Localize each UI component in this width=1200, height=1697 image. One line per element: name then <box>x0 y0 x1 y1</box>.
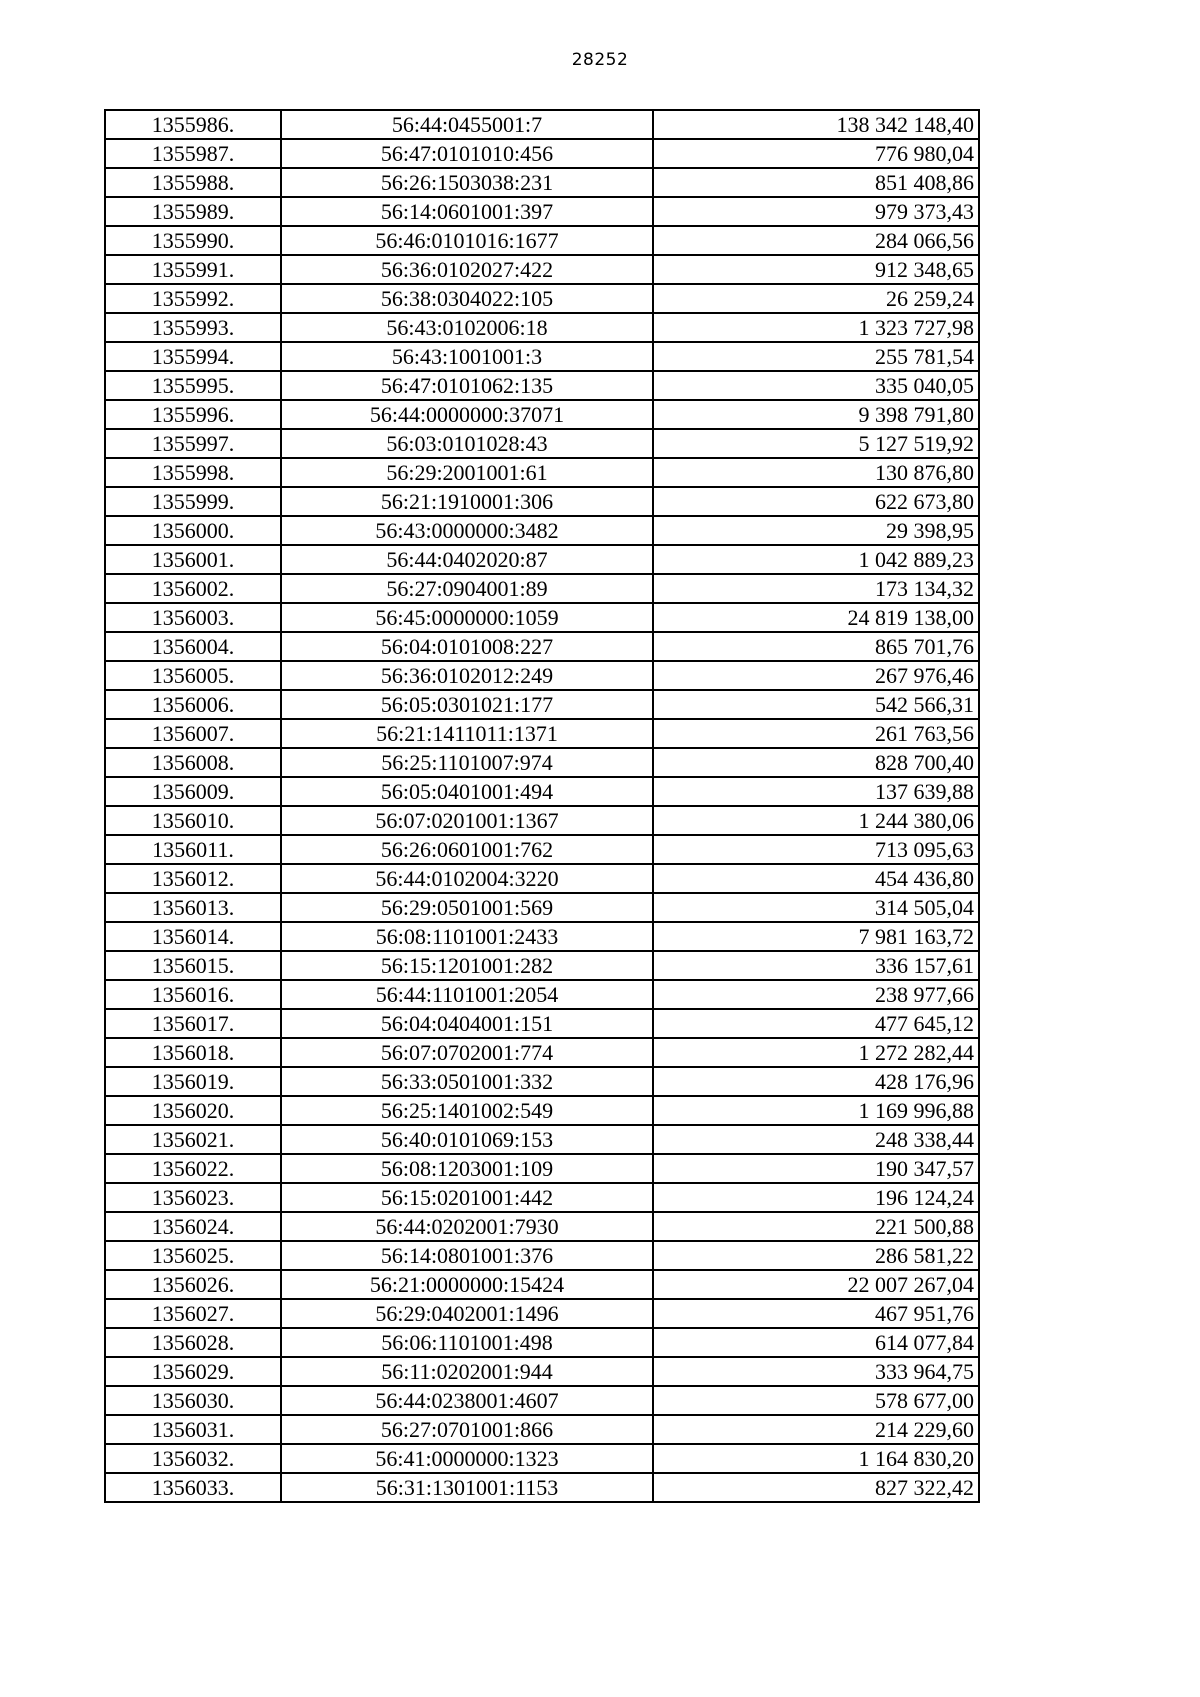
cadastral-value-cell: 286 581,22 <box>653 1241 979 1270</box>
cadastral-value-cell: 26 259,24 <box>653 284 979 313</box>
cadastral-number-cell: 56:29:0501001:569 <box>281 893 653 922</box>
cadastral-number-cell: 56:08:1203001:109 <box>281 1154 653 1183</box>
table-row <box>105 1415 979 1444</box>
cadastral-number-cell: 56:47:0101010:456 <box>281 139 653 168</box>
cadastral-value-cell: 614 077,84 <box>653 1328 979 1357</box>
cadastral-value-cell: 827 322,42 <box>653 1473 979 1502</box>
table-row <box>105 1154 979 1183</box>
cadastral-number-cell: 56:15:0201001:442 <box>281 1183 653 1212</box>
cadastral-value-cell: 1 244 380,06 <box>653 806 979 835</box>
table-body <box>105 110 979 1502</box>
cadastral-value-cell: 173 134,32 <box>653 574 979 603</box>
cadastral-number-cell: 56:26:1503038:231 <box>281 168 653 197</box>
cadastral-number-cell: 56:14:0601001:397 <box>281 197 653 226</box>
cadastral-number-cell: 56:14:0801001:376 <box>281 1241 653 1270</box>
row-number-cell: 1355988. <box>105 168 281 197</box>
table-row <box>105 487 979 516</box>
cadastral-value-cell: 1 272 282,44 <box>653 1038 979 1067</box>
row-number-cell: 1356023. <box>105 1183 281 1212</box>
cadastral-value-cell: 335 040,05 <box>653 371 979 400</box>
table-row <box>105 951 979 980</box>
row-number-cell: 1356024. <box>105 1212 281 1241</box>
cadastral-value-cell: 467 951,76 <box>653 1299 979 1328</box>
cadastral-value-cell: 221 500,88 <box>653 1212 979 1241</box>
cadastral-value-cell: 5 127 519,92 <box>653 429 979 458</box>
row-number-cell: 1356008. <box>105 748 281 777</box>
table-row <box>105 1444 979 1473</box>
table-row <box>105 545 979 574</box>
cadastral-value-cell: 214 229,60 <box>653 1415 979 1444</box>
table-row <box>105 864 979 893</box>
cadastral-number-cell: 56:31:1301001:1153 <box>281 1473 653 1502</box>
cadastral-value-cell: 7 981 163,72 <box>653 922 979 951</box>
table-row <box>105 574 979 603</box>
cadastral-value-cell: 776 980,04 <box>653 139 979 168</box>
cadastral-number-cell: 56:44:1101001:2054 <box>281 980 653 1009</box>
cadastral-value-cell: 196 124,24 <box>653 1183 979 1212</box>
table-row <box>105 1183 979 1212</box>
cadastral-number-cell: 56:06:1101001:498 <box>281 1328 653 1357</box>
cadastral-number-cell: 56:45:0000000:1059 <box>281 603 653 632</box>
table-row <box>105 516 979 545</box>
row-number-cell: 1356032. <box>105 1444 281 1473</box>
row-number-cell: 1355999. <box>105 487 281 516</box>
cadastral-number-cell: 56:26:0601001:762 <box>281 835 653 864</box>
row-number-cell: 1356021. <box>105 1125 281 1154</box>
row-number-cell: 1356017. <box>105 1009 281 1038</box>
table-row <box>105 806 979 835</box>
row-number-cell: 1355989. <box>105 197 281 226</box>
cadastral-number-cell: 56:07:0201001:1367 <box>281 806 653 835</box>
cadastral-number-cell: 56:33:0501001:332 <box>281 1067 653 1096</box>
cadastral-value-cell: 912 348,65 <box>653 255 979 284</box>
table-row <box>105 255 979 284</box>
cadastral-value-cell: 454 436,80 <box>653 864 979 893</box>
cadastral-number-cell: 56:44:0000000:37071 <box>281 400 653 429</box>
row-number-cell: 1356025. <box>105 1241 281 1270</box>
cadastral-value-cell: 137 639,88 <box>653 777 979 806</box>
cadastral-value-cell: 578 677,00 <box>653 1386 979 1415</box>
cadastral-value-cell: 336 157,61 <box>653 951 979 980</box>
row-number-cell: 1355994. <box>105 342 281 371</box>
table-row <box>105 980 979 1009</box>
cadastral-value-cell: 851 408,86 <box>653 168 979 197</box>
cadastral-number-cell: 56:47:0101062:135 <box>281 371 653 400</box>
row-number-cell: 1356000. <box>105 516 281 545</box>
cadastral-number-cell: 56:38:0304022:105 <box>281 284 653 313</box>
cadastral-value-table <box>104 109 980 1503</box>
row-number-cell: 1356031. <box>105 1415 281 1444</box>
table-row <box>105 777 979 806</box>
table-row <box>105 226 979 255</box>
row-number-cell: 1356010. <box>105 806 281 835</box>
cadastral-value-cell: 9 398 791,80 <box>653 400 979 429</box>
row-number-cell: 1356012. <box>105 864 281 893</box>
cadastral-value-cell: 979 373,43 <box>653 197 979 226</box>
row-number-cell: 1356028. <box>105 1328 281 1357</box>
cadastral-number-cell: 56:43:0000000:3482 <box>281 516 653 545</box>
row-number-cell: 1355996. <box>105 400 281 429</box>
row-number-cell: 1355997. <box>105 429 281 458</box>
row-number-cell: 1356033. <box>105 1473 281 1502</box>
cadastral-value-cell: 138 342 148,40 <box>653 110 979 139</box>
row-number-cell: 1355998. <box>105 458 281 487</box>
cadastral-number-cell: 56:44:0202001:7930 <box>281 1212 653 1241</box>
cadastral-value-cell: 29 398,95 <box>653 516 979 545</box>
table-row <box>105 458 979 487</box>
cadastral-number-cell: 56:27:0904001:89 <box>281 574 653 603</box>
table-row <box>105 1067 979 1096</box>
cadastral-number-cell: 56:29:2001001:61 <box>281 458 653 487</box>
row-number-cell: 1355995. <box>105 371 281 400</box>
row-number-cell: 1355992. <box>105 284 281 313</box>
cadastral-value-cell: 1 164 830,20 <box>653 1444 979 1473</box>
row-number-cell: 1356009. <box>105 777 281 806</box>
row-number-cell: 1356019. <box>105 1067 281 1096</box>
cadastral-number-cell: 56:11:0202001:944 <box>281 1357 653 1386</box>
cadastral-value-cell: 828 700,40 <box>653 748 979 777</box>
table-row <box>105 603 979 632</box>
table-row <box>105 1241 979 1270</box>
row-number-cell: 1356006. <box>105 690 281 719</box>
cadastral-value-cell: 865 701,76 <box>653 632 979 661</box>
cadastral-number-cell: 56:44:0102004:3220 <box>281 864 653 893</box>
row-number-cell: 1356016. <box>105 980 281 1009</box>
cadastral-number-cell: 56:25:1101007:974 <box>281 748 653 777</box>
row-number-cell: 1356026. <box>105 1270 281 1299</box>
table-row <box>105 313 979 342</box>
row-number-cell: 1356004. <box>105 632 281 661</box>
row-number-cell: 1355991. <box>105 255 281 284</box>
table-row <box>105 371 979 400</box>
cadastral-number-cell: 56:29:0402001:1496 <box>281 1299 653 1328</box>
table-row <box>105 632 979 661</box>
row-number-cell: 1356015. <box>105 951 281 980</box>
table-row <box>105 835 979 864</box>
table-row <box>105 429 979 458</box>
cadastral-value-cell: 255 781,54 <box>653 342 979 371</box>
cadastral-number-cell: 56:08:1101001:2433 <box>281 922 653 951</box>
table-row <box>105 1270 979 1299</box>
row-number-cell: 1355990. <box>105 226 281 255</box>
row-number-cell: 1356007. <box>105 719 281 748</box>
table-row <box>105 661 979 690</box>
cadastral-number-cell: 56:43:0102006:18 <box>281 313 653 342</box>
row-number-cell: 1356027. <box>105 1299 281 1328</box>
cadastral-value-cell: 1 169 996,88 <box>653 1096 979 1125</box>
table-row <box>105 1038 979 1067</box>
cadastral-value-cell: 238 977,66 <box>653 980 979 1009</box>
cadastral-number-cell: 56:43:1001001:3 <box>281 342 653 371</box>
table-row <box>105 719 979 748</box>
row-number-cell: 1356018. <box>105 1038 281 1067</box>
cadastral-value-cell: 542 566,31 <box>653 690 979 719</box>
table-row <box>105 197 979 226</box>
row-number-cell: 1356001. <box>105 545 281 574</box>
cadastral-number-cell: 56:04:0101008:227 <box>281 632 653 661</box>
cadastral-number-cell: 56:36:0102027:422 <box>281 255 653 284</box>
cadastral-number-cell: 56:21:0000000:15424 <box>281 1270 653 1299</box>
cadastral-number-cell: 56:21:1411011:1371 <box>281 719 653 748</box>
cadastral-value-cell: 284 066,56 <box>653 226 979 255</box>
row-number-cell: 1355987. <box>105 139 281 168</box>
table-row <box>105 1386 979 1415</box>
cadastral-value-cell: 22 007 267,04 <box>653 1270 979 1299</box>
cadastral-value-cell: 622 673,80 <box>653 487 979 516</box>
table-row <box>105 342 979 371</box>
table-row <box>105 400 979 429</box>
cadastral-number-cell: 56:46:0101016:1677 <box>281 226 653 255</box>
cadastral-number-cell: 56:41:0000000:1323 <box>281 1444 653 1473</box>
row-number-cell: 1356013. <box>105 893 281 922</box>
cadastral-value-cell: 130 876,80 <box>653 458 979 487</box>
row-number-cell: 1355986. <box>105 110 281 139</box>
cadastral-value-cell: 1 042 889,23 <box>653 545 979 574</box>
row-number-cell: 1356022. <box>105 1154 281 1183</box>
cadastral-number-cell: 56:40:0101069:153 <box>281 1125 653 1154</box>
cadastral-number-cell: 56:44:0402020:87 <box>281 545 653 574</box>
cadastral-number-cell: 56:44:0238001:4607 <box>281 1386 653 1415</box>
table-row <box>105 284 979 313</box>
table-row <box>105 748 979 777</box>
table-row <box>105 110 979 139</box>
row-number-cell: 1355993. <box>105 313 281 342</box>
cadastral-value-cell: 314 505,04 <box>653 893 979 922</box>
table-row <box>105 1328 979 1357</box>
page-number: 28252 <box>571 50 629 70</box>
table-row <box>105 922 979 951</box>
cadastral-number-cell: 56:36:0102012:249 <box>281 661 653 690</box>
table-row <box>105 1009 979 1038</box>
cadastral-value-cell: 24 819 138,00 <box>653 603 979 632</box>
table-row <box>105 139 979 168</box>
cadastral-number-cell: 56:05:0301021:177 <box>281 690 653 719</box>
row-number-cell: 1356014. <box>105 922 281 951</box>
cadastral-value-cell: 261 763,56 <box>653 719 979 748</box>
cadastral-value-cell: 428 176,96 <box>653 1067 979 1096</box>
cadastral-value-cell: 267 976,46 <box>653 661 979 690</box>
table-row <box>105 1096 979 1125</box>
cadastral-number-cell: 56:44:0455001:7 <box>281 110 653 139</box>
table-row <box>105 690 979 719</box>
cadastral-value-cell: 190 347,57 <box>653 1154 979 1183</box>
cadastral-value-cell: 477 645,12 <box>653 1009 979 1038</box>
cadastral-number-cell: 56:03:0101028:43 <box>281 429 653 458</box>
table-row <box>105 1212 979 1241</box>
row-number-cell: 1356011. <box>105 835 281 864</box>
row-number-cell: 1356020. <box>105 1096 281 1125</box>
row-number-cell: 1356003. <box>105 603 281 632</box>
table-row <box>105 1357 979 1386</box>
row-number-cell: 1356005. <box>105 661 281 690</box>
cadastral-number-cell: 56:05:0401001:494 <box>281 777 653 806</box>
table-row <box>105 1299 979 1328</box>
cadastral-value-cell: 1 323 727,98 <box>653 313 979 342</box>
cadastral-number-cell: 56:15:1201001:282 <box>281 951 653 980</box>
cadastral-number-cell: 56:25:1401002:549 <box>281 1096 653 1125</box>
row-number-cell: 1356030. <box>105 1386 281 1415</box>
cadastral-value-cell: 713 095,63 <box>653 835 979 864</box>
table-row <box>105 1473 979 1502</box>
cadastral-number-cell: 56:04:0404001:151 <box>281 1009 653 1038</box>
cadastral-number-cell: 56:27:0701001:866 <box>281 1415 653 1444</box>
cadastral-value-cell: 248 338,44 <box>653 1125 979 1154</box>
row-number-cell: 1356029. <box>105 1357 281 1386</box>
row-number-cell: 1356002. <box>105 574 281 603</box>
table-row <box>105 1125 979 1154</box>
cadastral-number-cell: 56:21:1910001:306 <box>281 487 653 516</box>
cadastral-value-cell: 333 964,75 <box>653 1357 979 1386</box>
table-row <box>105 893 979 922</box>
cadastral-number-cell: 56:07:0702001:774 <box>281 1038 653 1067</box>
table-row <box>105 168 979 197</box>
